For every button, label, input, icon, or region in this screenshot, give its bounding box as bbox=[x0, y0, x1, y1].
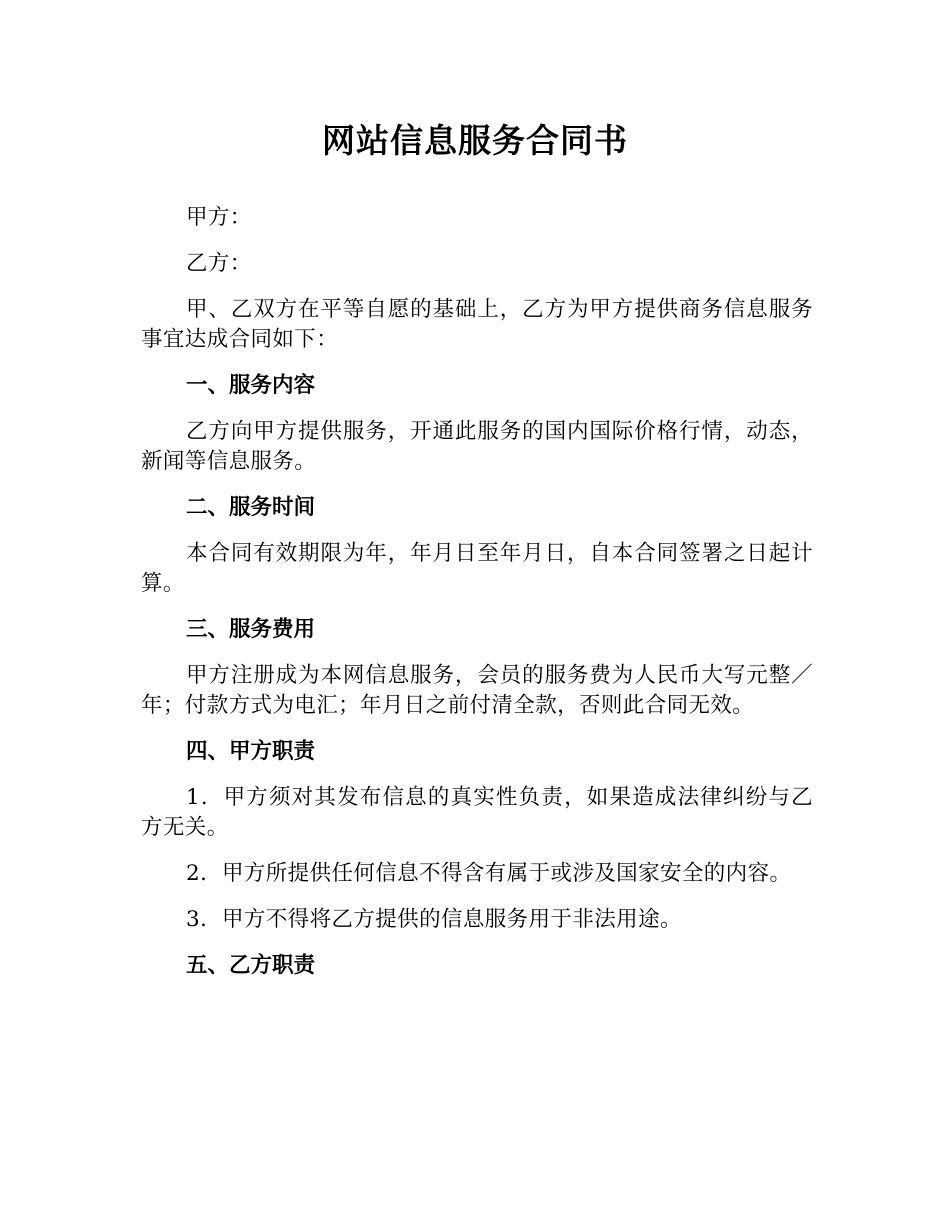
section-heading-service-time: 二、服务时间 bbox=[186, 495, 316, 520]
document-body bbox=[141, 203, 813, 997]
section-heading-party-b-duties: 五、乙方职责 bbox=[186, 953, 316, 978]
party-a-line: 甲方： bbox=[186, 205, 252, 230]
section-text-service-content: 乙方向甲方提供服务，开通此服务的国内国际价格行情，动态，新闻等信息服务。 bbox=[141, 419, 813, 474]
section-heading-service-fee: 三、服务费用 bbox=[186, 617, 316, 642]
section-text-service-fee: 甲方注册成为本网信息服务，会员的服务费为人民币大写元整／年；付款方式为电汇；年月日之前付清全款，否则此合同无效。 bbox=[141, 663, 813, 718]
party-a-duty-item: 3．甲方不得将乙方提供的信息服务用于非法用途。 bbox=[186, 907, 682, 932]
section-text-service-time: 本合同有效期限为年，年月日至年月日，自本合同签署之日起计算。 bbox=[141, 541, 813, 596]
document-title: 网站信息服务合同书 bbox=[322, 121, 628, 160]
section-heading-service-content: 一、服务内容 bbox=[186, 373, 316, 398]
party-a-duty-item: 1．甲方须对其发布信息的真实性负责，如果造成法律纠纷与乙方无关。 bbox=[141, 785, 813, 840]
party-a-duty-item: 2．甲方所提供任何信息不得含有属于或涉及国家安全的内容。 bbox=[186, 861, 792, 886]
intro-paragraph: 甲、乙双方在平等自愿的基础上，乙方为甲方提供商务信息服务事宜达成合同如下： bbox=[141, 297, 813, 352]
section-heading-party-a-duties: 四、甲方职责 bbox=[186, 739, 316, 764]
party-b-line: 乙方： bbox=[186, 251, 252, 276]
